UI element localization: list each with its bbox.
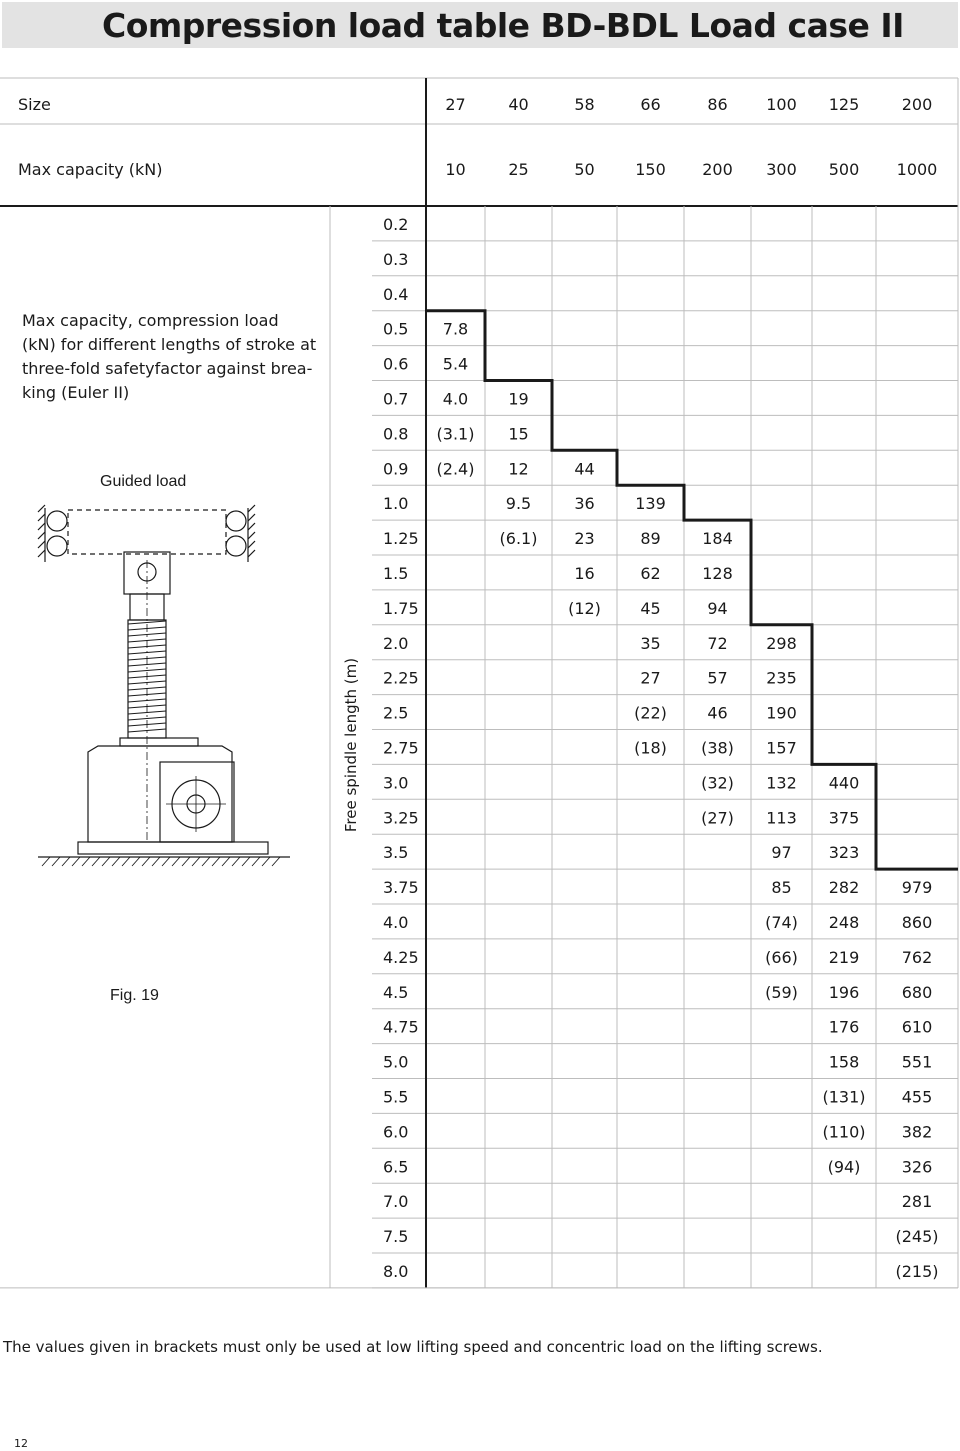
ground-hatch (232, 857, 240, 866)
guide-roller (226, 536, 246, 556)
length-cell: 7.0 (383, 1192, 409, 1212)
value-cell: (110) (822, 1122, 866, 1142)
value-cell: (18) (634, 738, 667, 758)
ground-hatch (212, 857, 220, 866)
length-cell: 0.6 (383, 354, 409, 374)
length-cell: 1.75 (383, 598, 419, 618)
value-cell: 46 (707, 703, 728, 723)
gear-cover (160, 762, 234, 842)
ground-hatch (62, 857, 70, 866)
header-cell: 25 (508, 160, 529, 179)
value-cell: 184 (702, 529, 733, 549)
header-cell: 1000 (896, 160, 938, 179)
length-cell: 2.0 (383, 633, 409, 653)
rail-hatch (248, 514, 255, 521)
value-cell: (94) (827, 1157, 861, 1177)
value-cell: (12) (568, 598, 601, 618)
header-cell: 150 (635, 160, 666, 179)
length-cell: 4.25 (383, 947, 419, 967)
value-cell: 44 (574, 459, 595, 479)
value-cell: 680 (901, 982, 933, 1002)
value-cell: 281 (901, 1192, 933, 1212)
value-cell: 113 (766, 808, 797, 828)
ground-hatch (242, 857, 250, 866)
length-cell: 1.0 (383, 494, 409, 514)
length-cell: 0.4 (383, 284, 409, 304)
value-cell: 157 (766, 738, 797, 758)
value-cell: 16 (574, 564, 595, 583)
description-line: king (Euler II) (22, 383, 130, 402)
value-cell: (66) (765, 947, 798, 967)
length-cell: 4.5 (383, 982, 409, 1002)
figure-label: Fig. 19 (110, 987, 159, 1004)
ground-hatch (112, 857, 120, 866)
header-cell: 100 (766, 95, 797, 114)
rail-hatch (248, 541, 255, 548)
length-cell: 1.25 (383, 529, 419, 549)
value-cell: 440 (828, 773, 860, 793)
ground-hatch (152, 857, 160, 866)
header-cell: 200 (901, 95, 933, 114)
header-cell: 300 (766, 160, 797, 179)
value-cell: 94 (707, 598, 728, 618)
length-cell: 2.75 (383, 738, 419, 758)
value-cell: 382 (901, 1122, 933, 1142)
length-cell: 3.5 (383, 843, 409, 863)
value-cell: (74) (765, 913, 798, 932)
value-cell: (27) (701, 808, 734, 828)
value-cell: 323 (828, 843, 860, 863)
ground-hatch (72, 857, 80, 866)
rail-hatch (248, 550, 255, 557)
length-cell: 0.7 (383, 389, 409, 409)
rail-hatch (38, 532, 45, 539)
value-cell: (131) (822, 1087, 866, 1107)
value-cell: 12 (508, 459, 529, 479)
length-cell: 3.75 (383, 878, 419, 898)
value-cell: (59) (765, 982, 798, 1002)
value-cell: 5.4 (442, 354, 469, 374)
ground-hatch (122, 857, 130, 866)
length-cell: 1.5 (383, 564, 409, 583)
value-cell: 219 (828, 947, 860, 967)
value-cell: (6.1) (499, 529, 538, 549)
ground-hatch (272, 857, 280, 866)
description-line: (kN) for different lengths of stroke at (22, 335, 317, 354)
rail-hatch (38, 505, 45, 512)
value-cell: (2.4) (436, 459, 475, 479)
length-cell: 2.25 (383, 668, 419, 688)
length-cell: 5.5 (383, 1087, 409, 1107)
header-cell: 125 (828, 95, 860, 114)
header-cell: 200 (702, 160, 733, 179)
rail-hatch (38, 541, 45, 548)
length-cell: 2.5 (383, 703, 409, 723)
length-cell: 0.3 (383, 249, 409, 269)
value-cell: 375 (828, 808, 860, 828)
ground-hatch (182, 857, 190, 866)
header-label: Max capacity (kN) (18, 160, 163, 179)
length-cell: 0.5 (383, 319, 409, 339)
value-cell: 190 (766, 703, 797, 723)
page-title: Compression load table BD-BDL Load case II (102, 6, 904, 45)
length-cell: 0.9 (383, 459, 409, 479)
guided-load-label: Guided load (100, 473, 187, 490)
header-cell: 58 (574, 95, 595, 114)
header-label: Size (18, 95, 51, 114)
thread (128, 621, 166, 624)
guide-roller (226, 511, 246, 531)
value-cell: 860 (901, 913, 933, 932)
ground-hatch (132, 857, 140, 866)
rail-hatch (248, 505, 255, 512)
ground-hatch (172, 857, 180, 866)
value-cell: 45 (640, 598, 661, 618)
header-cell: 86 (707, 95, 728, 114)
value-cell: 23 (574, 529, 595, 549)
value-cell: 610 (901, 1017, 933, 1037)
header-cell: 40 (508, 95, 529, 114)
length-cell: 6.5 (383, 1157, 409, 1177)
value-cell: 36 (574, 494, 595, 514)
value-cell: 35 (640, 633, 661, 653)
length-cell: 7.5 (383, 1227, 409, 1247)
ground-hatch (162, 857, 170, 866)
value-cell: 248 (828, 913, 860, 932)
guide-roller (47, 536, 67, 556)
axis-label: Free spindle length (m) (342, 657, 360, 833)
base-plate (78, 842, 268, 854)
ground-hatch (222, 857, 230, 866)
length-cell: 5.0 (383, 1052, 409, 1072)
ground-hatch (252, 857, 260, 866)
value-cell: 176 (828, 1017, 860, 1037)
value-cell: 158 (828, 1052, 860, 1072)
rail-hatch (248, 532, 255, 539)
value-cell: (32) (701, 773, 734, 793)
value-cell: (245) (895, 1227, 939, 1247)
page-number: 12 (14, 1437, 28, 1450)
ground-hatch (42, 857, 50, 866)
value-cell: (215) (895, 1262, 939, 1281)
value-cell: 455 (901, 1087, 933, 1107)
value-cell: 57 (707, 668, 728, 688)
value-cell: 4.0 (442, 389, 469, 409)
ground-hatch (192, 857, 200, 866)
value-cell: 298 (766, 633, 797, 653)
value-cell: 15 (508, 424, 529, 444)
description-line: three-fold safetyfactor against brea- (22, 359, 313, 378)
value-cell: 85 (771, 878, 792, 898)
footnote: The values given in brackets must only be used at low lifting speed and concentric load on the lifting screws. (3, 1338, 823, 1356)
length-cell: 8.0 (383, 1262, 409, 1281)
guide-roller (47, 511, 67, 531)
length-cell: 3.0 (383, 773, 409, 793)
length-cell: 0.8 (383, 424, 409, 444)
value-cell: 282 (828, 878, 860, 898)
header-cell: 50 (574, 160, 595, 179)
value-cell: 128 (702, 564, 733, 583)
value-cell: (3.1) (436, 424, 475, 444)
value-cell: 762 (901, 947, 933, 967)
length-cell: 6.0 (383, 1122, 409, 1142)
housing-top (120, 738, 198, 746)
value-cell: 97 (771, 843, 792, 863)
value-cell: (22) (634, 703, 667, 723)
value-cell: 551 (901, 1052, 933, 1072)
length-cell: 4.0 (383, 913, 409, 932)
value-cell: 979 (901, 878, 933, 898)
value-cell: 19 (508, 389, 529, 409)
ground-hatch (102, 857, 110, 866)
ground-hatch (262, 857, 270, 866)
rail-hatch (38, 550, 45, 557)
load-box (68, 510, 226, 554)
value-cell: 27 (640, 668, 661, 688)
ground-hatch (82, 857, 90, 866)
description-line: Max capacity, compression load (22, 311, 279, 330)
value-cell: 7.8 (442, 319, 469, 339)
rail-hatch (38, 523, 45, 530)
value-cell: 9.5 (505, 494, 532, 514)
header-cell: 66 (640, 95, 661, 114)
value-cell: 196 (828, 982, 860, 1002)
value-cell: 235 (766, 668, 797, 688)
value-cell: 62 (640, 564, 661, 583)
header-cell: 27 (445, 95, 466, 114)
rail-hatch (248, 523, 255, 530)
ground-hatch (202, 857, 210, 866)
ground-hatch (142, 857, 150, 866)
length-cell: 3.25 (383, 808, 419, 828)
thread (128, 669, 166, 672)
value-cell: 326 (901, 1157, 933, 1177)
length-cell: 0.2 (383, 215, 409, 234)
value-cell: 139 (635, 494, 666, 514)
value-cell: 89 (640, 529, 661, 549)
length-cell: 4.75 (383, 1017, 419, 1037)
ground-hatch (92, 857, 100, 866)
value-cell: (38) (701, 738, 734, 758)
rail-hatch (38, 514, 45, 521)
ground-hatch (52, 857, 60, 866)
header-cell: 10 (445, 160, 466, 179)
value-cell: 132 (766, 773, 797, 793)
thread (128, 717, 166, 720)
header-cell: 500 (828, 160, 860, 179)
value-cell: 72 (707, 633, 728, 653)
